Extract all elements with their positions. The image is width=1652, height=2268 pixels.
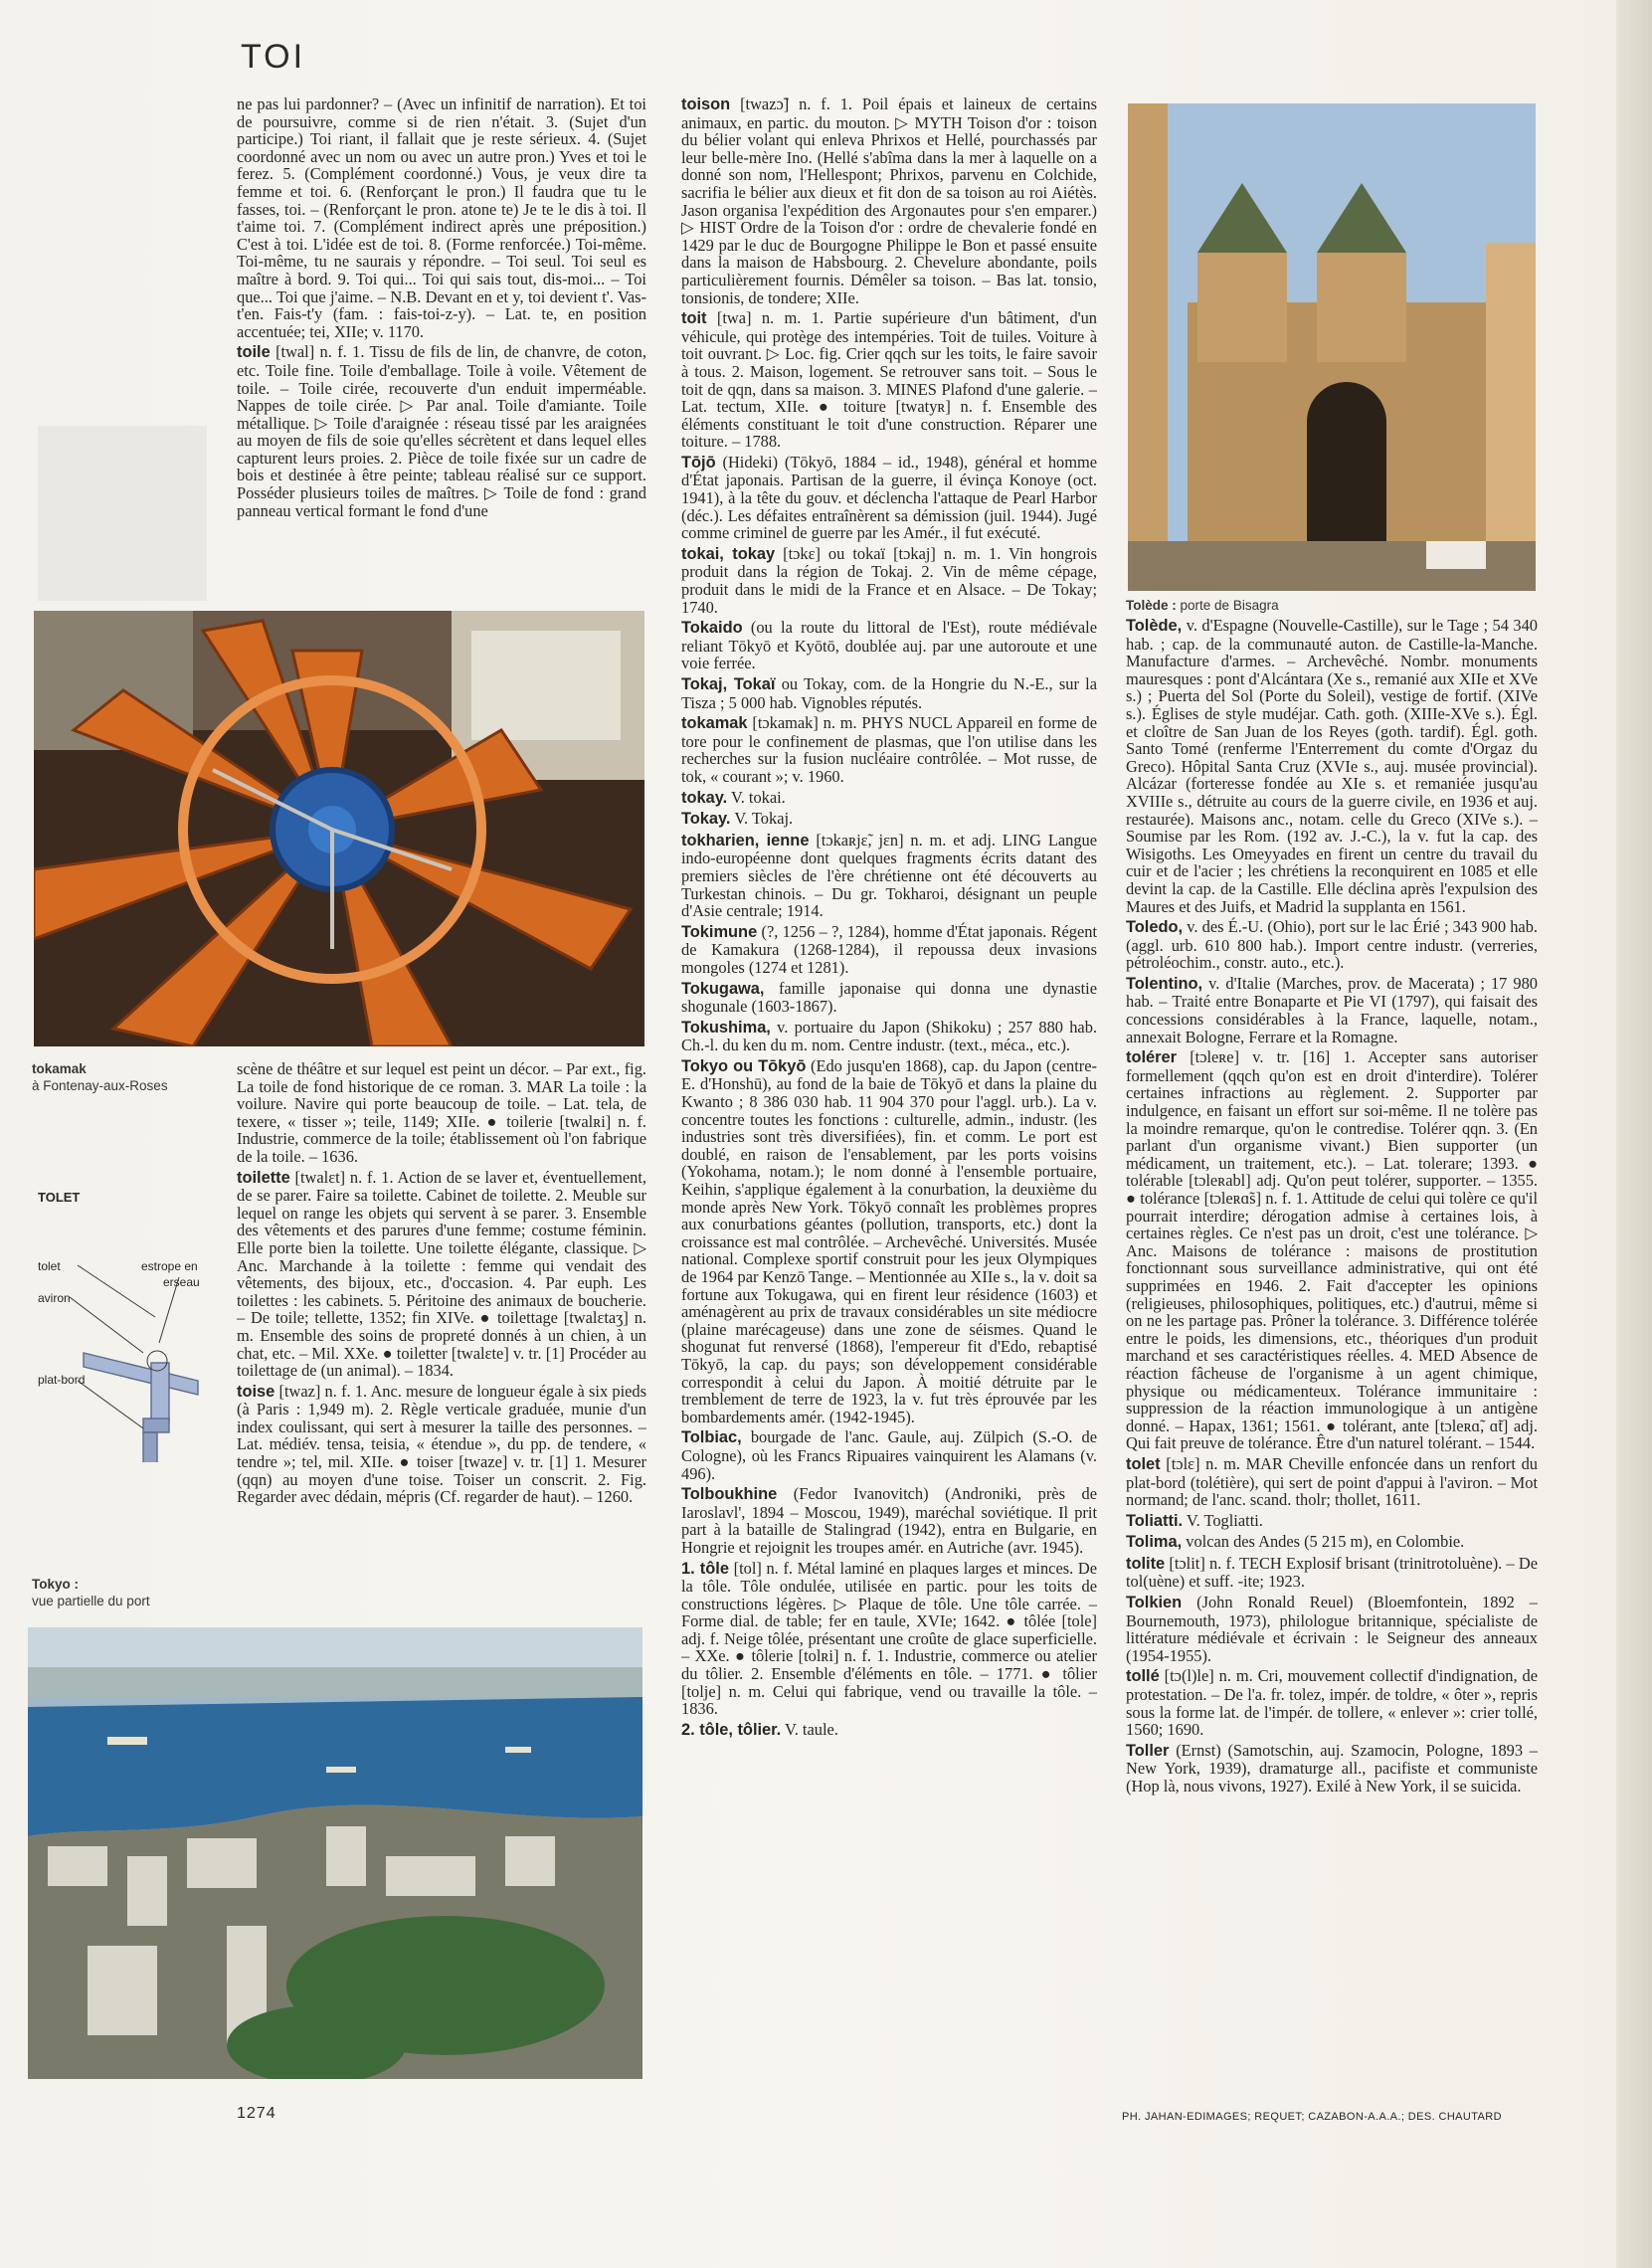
entry-headword: tokai, tokay bbox=[681, 544, 776, 563]
dictionary-entry bbox=[681, 832, 1097, 920]
entry-text: [tɔkɛ] ou tokaï [tɔkaj] n. m. 1. Vin hongrois produit dans la région de Tokaj. 2. Vin de même cépage, produit dans le midi de la France et en Alsace. – De Tokay; 1740. bbox=[681, 543, 1097, 617]
entry-text: [tɔleʀe] v. tr. [16] 1. Accepter sans autoriser formellement (qqch qu'on est en droit d'interdire). Tolérer certaines infractions au règlement. 2. Supporter par indulgence, en faisant un effort sur soi-même. Il ne tolère pas la moindre remarque, qu'on le contredise. Tolérer qqn. 3. (En parlant d'un organisme vivant.) Bien supporter (un médicament, un traitement, etc.). – Lat. tolerare; 1393. ● tolérable [tɔleʀabl] adj. Qu'on peut tolérer, supporter. – 1355. ● tolérance [tɔleʀɑ̃s] n. f. 1. Attitude de celui qui tolère ce qu'il pourrait interdire; dérogation admise à certaines lois, à certaines règles. Ce n'est pas un droit, c'est une tolérance. ▷ Anc. Maisons de tolérance : maisons de prostitution fonctionnant sous surveillance administrative, qui ont été supprimées en 1946. 2. Fait d'accepter les opinions (religieuses, philosophiques, politiques, etc.) d'autrui, même si on ne les partage pas. Prôner la tolérance. 3. Différence tolérée entre le poids, les dimensions, etc., théoriques d'un produit marchand et ses caractéristiques réelles. 4. MED Absence de réaction fâcheuse de l'organisme à un agent chimique, physique ou médicamenteux. Tolérance immunitaire : suppression de la réaction immunologique à un antigène donné. – Hapax, 1361; 1561. ● tolérant, ante [tɔleʀɑ̃, ɑ̃t] adj. Qui fait preuve de tolérance. Être d'un naturel tolérant. – 1544. bbox=[1126, 1047, 1538, 1453]
entry-headword: toison bbox=[681, 95, 731, 113]
dictionary-entry bbox=[1126, 1742, 1538, 1796]
entry-text: [twal] n. f. 1. Tissu de fils de lin, de chanvre, de coton, etc. Toile fine. Toile d'emballage. Toile à voile. Vêtement de toile. – Toile cirée, recouverte d'un enduit imperméable. Nappes de toile cirée. ▷ Par anal. Toile d'amiante. Toile métallique. ▷ Toile d'araignée : réseau tissé par les araignées au moyen de fils de soie qu'elles sécrètent et dans lequel elles capturent leurs proies. 2. Pièce de toile fixée sur un cadre de bois et destinée à être peinte; tableau réalisé sur ce support. Posséder plusieurs toiles de maîtres. ▷ Toile de fond : grand panneau vertical formant le fond d'une bbox=[237, 342, 646, 520]
label-erseau: erseau bbox=[163, 1275, 200, 1289]
entry-headword: Tolède, bbox=[1126, 617, 1183, 635]
toledo-caption-sub: porte de Bisagra bbox=[1180, 598, 1279, 613]
dictionary-entry bbox=[1126, 1667, 1538, 1738]
dictionary-entry bbox=[1126, 1533, 1538, 1552]
entry-text: volcan des Andes (5 215 m), en Colombie. bbox=[1186, 1532, 1465, 1552]
column-2 bbox=[681, 95, 1097, 2087]
tokamak-caption-sub: à Fontenay-aux-Roses bbox=[32, 1078, 168, 1093]
entry-text: v. portuaire du Japon (Shikoku) ; 257 880 hab. Ch.-l. du ken du m. nom. Centre industr. (text., méca., etc.). bbox=[681, 1017, 1097, 1055]
entry-text: scène de théâtre et sur lequel est peint un décor. – Par ext., fig. La toile de fond historique de ce roman. 3. MAR La toile : la voilure. Navire qui porte beaucoup de toile. – Lat. tela, de texere, « tisser »; teile, 1149; XIIe. ● toilerie [twalʀi] n. f. Industrie, commerce de la toile; établissement où l'on fabrique de la toile. – 1636. bbox=[237, 1060, 646, 1166]
dictionary-entry bbox=[237, 1383, 646, 1506]
label-tolet: tolet bbox=[38, 1259, 61, 1273]
entry-headword: Tolbiac, bbox=[681, 1428, 742, 1447]
entry-headword: tokay. bbox=[681, 788, 728, 807]
photo-credits: PH. JAHAN-EDIMAGES; REQUET; CAZABON-A.A.A.; DES. CHAUTARD bbox=[1122, 2111, 1502, 2123]
entry-headword: toise bbox=[237, 1382, 275, 1401]
entry-headword: Toliatti. bbox=[1126, 1511, 1184, 1530]
dictionary-entry bbox=[681, 1485, 1097, 1556]
running-head: TOI bbox=[241, 38, 306, 76]
entry-headword: tolite bbox=[1126, 1554, 1166, 1573]
entry-text: (John Ronald Reuel) (Bloemfontein, 1892 – Bournemouth, 1973), philologue britannique, spécialiste de littérature médiévale et écrivain : le Seigneur des anneaux (1954-1955). bbox=[1126, 1593, 1538, 1665]
tokyo-caption-title: Tokyo : bbox=[32, 1577, 79, 1592]
entry-text: v. d'Italie (Marches, prov. de Macerata) ; 17 980 hab. – Traité entre Bonaparte et Pie VI (1797), qui faisait des concessions considérables à la France, laquelle, notam., annexait Bologne, Ferrare et la Romagne. bbox=[1126, 973, 1538, 1046]
tokamak-illustration bbox=[34, 611, 644, 1046]
dictionary-entry bbox=[681, 675, 1097, 711]
dictionary-entry bbox=[681, 1721, 1097, 1740]
toledo-caption-title: Tolède : bbox=[1126, 598, 1177, 613]
dictionary-entry bbox=[681, 810, 1097, 829]
entry-text: bourgade de l'anc. Gaule, auj. Zülpich (S.-O. de Cologne), où les Francs Ripuaires vainquirent les Alamans (v. 496). bbox=[681, 1427, 1097, 1483]
dictionary-entry bbox=[681, 95, 1097, 306]
entry-headword: toilette bbox=[237, 1168, 290, 1187]
entry-text: [tɔkamak] n. m. PHYS NUCL Appareil en forme de tore pour le confinement de plasmas, que l'on utilise dans les recherches sur la fusion nucléaire contrôlée. – Mot russe, de tok, « courant »; v. 1960. bbox=[681, 713, 1097, 786]
entry-text: (ou la route du littoral de l'Est), route médiévale reliant Tōkyō et Kyōtō, doublée auj. par une autoroute et une voie ferrée. bbox=[681, 618, 1097, 673]
dictionary-entry bbox=[681, 1428, 1097, 1482]
entry-headword: Tōjō bbox=[681, 453, 716, 472]
tokyo-caption-sub: vue partielle du port bbox=[32, 1594, 150, 1608]
entry-headword: Tokyo ou Tōkyō bbox=[681, 1056, 807, 1075]
entry-text: [twazɔ̃] n. f. 1. Poil épais et laineux de certains animaux, en partic. du mouton. ▷ MYTH Toison d'or : toison du bélier volant qui enleva Phrixos et Hellé, pourchassés par leur belle-mère Ino. (Hellé s'abîma dans la mer à laquelle on a donné son nom, l'Hellespont; Phrixos, parvenu en Colchide, sacrifia le bélier aux dieux et fit don de sa toison au roi Aiétès. Jason organisa l'expédition des Argonautes pour s'en emparer.) ▷ HIST Ordre de la Toison d'or : ordre de chevalerie fondé en 1429 par le duc de Bourgogne Philippe le Bon et passé ensuite dans la maison de Habsbourg. 2. Chevelure abondante, poils particulièrement fournis. Démêler sa toison. – Bas lat. tonsio, tonsionis, de tondere; XIIe. bbox=[681, 95, 1097, 307]
entry-text: [tɔlɛ] n. m. MAR Cheville enfoncée dans un renfort du plat-bord (tolétière), qui sert de point d'appui à l'aviron. – Mot normand; de l'anc. scand. tholr; thollet, 1611. bbox=[1126, 1453, 1538, 1510]
page-number: 1274 bbox=[237, 2105, 276, 2122]
entry-headword: Tokaido bbox=[681, 619, 743, 638]
tokamak-caption-title: tokamak bbox=[32, 1061, 87, 1076]
entry-headword: 1. tôle bbox=[681, 1559, 729, 1578]
dictionary-entry bbox=[1126, 1555, 1538, 1591]
entry-text: V. taule. bbox=[785, 1719, 838, 1739]
faded-background-area bbox=[38, 426, 207, 601]
entry-headword: toit bbox=[681, 309, 707, 328]
entry-text: famille japonaise qui donna une dynastie shogunale (1603-1867). bbox=[681, 978, 1097, 1017]
entry-text: ou Tokay, com. de la Hongrie du N.-E., sur la Tisza ; 5 000 hab. Vignobles réputés. bbox=[681, 674, 1097, 712]
tokyo-caption bbox=[32, 1576, 150, 1609]
entry-text: [twaz] n. f. 1. Anc. mesure de longueur égale à six pieds (à Paris : 1,949 m). 2. Règle verticale graduée, munie d'un index coulissant, qui sert à mesurer la taille des personnes. – Lat. médiév. tensa, teisia, « étendue », du pp. de tendere, « tendre »; tel, mil. XIIe. ● toiser [twaze] v. tr. [1] 1. Mesurer (qqn) au moyen d'une toise. Toiser un conscrit. 2. Fig. Regarder avec dédain, mépris (Cf. regarder de haut). – 1260. bbox=[237, 1381, 646, 1507]
dictionary-entry bbox=[237, 1060, 646, 1166]
entry-headword: Tokaj, Tokaï bbox=[681, 675, 776, 693]
entry-text: [tɔ(l)le] n. m. Cri, mouvement collectif d'indignation, de protestation. – De l'a. fr. tolez, impér. de toldre, « ôter », repris sous la forme lat. de l'impér. de tollere, « enlever »: crier tollé, 1560; 1690. bbox=[1126, 1666, 1538, 1740]
dictionary-entry bbox=[1126, 975, 1538, 1045]
entry-headword: Toledo, bbox=[1126, 918, 1184, 937]
entry-text: (Edo jusqu'en 1868), cap. du Japon (centre-E. d'Honshū), au fond de la baie de Tōkyō et dans la plaine du Kwanto ; 8 386 030 hab. 11 904 370 pour l'aggl. urb.). La v. concentre toutes les fonctions : culturelle, admin., industr. (les industries sont très diversifiées), fin. et comm. Le port est doublé, en raison de l'ensablement, par les ports voisins (Yokohama, notam.); le nom donné à l'ensemble portuaire, Keihin, s'applique également à la conurbation, la deuxième du monde après New York. Tōkyō connaît les problèmes propres aux conurbations géantes (pollution, transports, etc.) dont la croissance est mal contrôlée. – Archevêché. Universités. Musée national. Complexe sportif construit pour les jeux Olympiques de 1964 par Kenzō Tange. – Mentionnée au XIIe s., la v. doit sa fortune aux Tokugawa, qui en firent leur résidence (1603) et aménagèrent au prix de travaux considérables un site médiocre (plaine marécageuse) dans une zone de séismes. Quand le shogunat fut renversé (1868), l'empereur fit d'Edo, rebaptisé Tōkyō, la cap. du pays; son développement considérable correspondit à celui du Japon. À moitié détruite par le tremblement de terre de 1923, la v. fut très éprouvée par les bombardements amér. (1942-1945). bbox=[681, 1055, 1097, 1426]
entry-headword: tolet bbox=[1126, 1454, 1161, 1473]
entry-headword: Tokimune bbox=[681, 922, 758, 941]
entry-text: (Hideki) (Tōkyō, 1884 – id., 1948), général et homme d'État japonais. Partisan de la guerre, il évinça Konoye (oct. 1941), à la tête du gouv. et déclencha l'attaque de Pearl Harbor (déc.). Les défaites entraînèrent sa démission (juil. 1944). Jugé comme criminel de guerre par les Amér., il fut exécuté. bbox=[681, 452, 1097, 543]
dictionary-entry bbox=[1126, 1048, 1538, 1452]
tokyo-port-illustration bbox=[28, 1627, 642, 2079]
dictionary-entry bbox=[681, 309, 1097, 451]
column-1-top bbox=[237, 95, 646, 601]
entry-headword: Tokugawa, bbox=[681, 979, 765, 998]
entry-text: (Ernst) (Samotschin, auj. Szamocin, Pologne, 1893 – New York, 1939), dramaturge all., pacifiste et communiste (Hop là, nous vivons, 1927). Exilé à New York, il se suicida. bbox=[1126, 1740, 1538, 1796]
dictionary-entry bbox=[681, 789, 1097, 808]
column-3 bbox=[1126, 617, 1538, 2089]
dictionary-entry bbox=[1126, 617, 1538, 915]
entry-headword: Tolkien bbox=[1126, 1594, 1183, 1612]
entry-text: [tol] n. f. Métal laminé en plaques larges et minces. De la tôle. Tôle ondulée, utilisée en partic. pour les toits de constructions légères. ▷ Plaque de tôle. Une tôle carrée. – Forme dial. de table; fer en taule, XVIe; 1642. ● tôlée [tole] adj. f. Neige tôlée, présentant une croûte de glace superficielle. – XXe. ● tôlerie [tolʀi] n. f. 1. Industrie, commerce ou atelier du tôlier. 2. Ensemble d'éléments en tôle. – 1771. ● tôlier [tolje] n. m. Celui qui fabrique, vend ou travaille la tôle. – 1836. bbox=[681, 1558, 1097, 1719]
entry-text: [tɔkaʀjɛ̃, jɛn] n. m. et adj. LING Langue indo-européenne dont quelques fragments écrits datant des premiers siècles de l'ère chrétienne ont été découverts au Turkestan chinois. – Du gr. Tokharoi, désignant un peuple d'Asie centrale; 1914. bbox=[681, 830, 1097, 921]
label-estrope: estrope en bbox=[141, 1259, 198, 1273]
dictionary-entry bbox=[237, 343, 646, 519]
entry-headword: Tolima, bbox=[1126, 1533, 1183, 1552]
page-edge bbox=[1616, 0, 1652, 2268]
toledo-caption bbox=[1126, 597, 1279, 614]
dictionary-entry bbox=[681, 1057, 1097, 1425]
entry-headword: tokharien, ienne bbox=[681, 831, 810, 850]
tokamak-caption bbox=[32, 1060, 168, 1094]
entry-headword: Tolentino, bbox=[1126, 974, 1203, 993]
entry-text: [tɔlit] n. f. TECH Explosif brisant (trinitrotoluène). – De tol(uène) et suff. -ite; 1923. bbox=[1126, 1553, 1538, 1592]
toledo-gate-illustration bbox=[1128, 103, 1536, 591]
entry-text: V. Togliatti. bbox=[1186, 1510, 1263, 1530]
tokyo-photo bbox=[28, 1627, 642, 2079]
dictionary-entry bbox=[237, 1169, 646, 1380]
entry-text: V. tokai. bbox=[730, 787, 786, 807]
entry-headword: toile bbox=[237, 343, 271, 362]
dictionary-entry bbox=[1126, 918, 1538, 972]
entry-headword: Toller bbox=[1126, 1741, 1170, 1760]
entry-headword: tokamak bbox=[681, 714, 748, 733]
tolet-diagram-title: TOLET bbox=[38, 1190, 81, 1205]
entry-text: v. des É.-U. (Ohio), port sur le lac Érié ; 343 900 hab. (aggl. urb. 610 800 hab.). Import centre industr. (verreries, pétroléochim., constr. auto., etc.). bbox=[1126, 917, 1538, 973]
toledo-photo bbox=[1128, 103, 1536, 591]
dictionary-entry bbox=[681, 454, 1097, 542]
dictionary-entry bbox=[681, 1560, 1097, 1718]
entry-text: (?, 1256 – ?, 1284), homme d'État japonais. Régent de Kamakura (1268-1284), il repoussa deux invasions mongoles (1274 et 1281). bbox=[681, 921, 1097, 977]
entry-headword: Tokushima, bbox=[681, 1018, 771, 1037]
dictionary-entry bbox=[681, 714, 1097, 785]
dictionary-entry bbox=[681, 545, 1097, 616]
dictionary-entry bbox=[681, 1019, 1097, 1054]
dictionary-entry bbox=[237, 95, 646, 340]
entry-headword: tollé bbox=[1126, 1667, 1160, 1686]
entry-text: v. d'Espagne (Nouvelle-Castille), sur le Tage ; 54 340 hab. ; cap. de la communauté auton. de Castille-la-Manche. Manufacture d'armes. – Archevêché. Nombr. monuments mauresques : pont d'Alcántara (Xe s., remanié aux XIIe et XVe s.) ; Puerta del Sol (Porte du Soleil), vestige de fortif. (XIVe s.). Églises de style mudéjar. Cath. goth. (XIIIe-XVe s.). Égl. et cloître de San Juan de los Reyes (goth. tardif). Égl. goth. Santo Tomé (renferme l'Enterrement du comte d'Orgaz du Greco). Hôpital Santa Cruz (XVIe s., auj. musée provincial). Alcázar (forteresse fondée au XIe s. et remaniée jusqu'au XVIIIe s., détruite au cours de la guerre civile, en 1936 et auj. restaurée). Maisons anc., notam. celle du Greco (XIVe s.). – Soumise par les Rom. (192 av. J.-C.), la v. fut la cap. des Wisigoths. Les Omeyyades en firent un centre du travail du cuir et de l'acier ; les chrétiens la reconquirent en 1085 et elle devint la cap. de la Castille. Elle déclina après l'expulsion des Maures et des Juifs, et Madrid la supplanta en 1561. bbox=[1126, 617, 1538, 916]
entry-text: [twalɛt] n. f. 1. Action de se laver et, éventuellement, de se parer. Faire sa toilette. Cabinet de toilette. 2. Meuble sur lequel on range les objets qui servent à se parer. 3. Ensemble des vêtements et des parures d'une femme; costume féminin. Elle porte bien la toilette. Une toilette élégante, classique. ▷ Anc. Marchande à la toilette : femme qui vendait des vêtements, des bijoux, etc., d'occasion. 4. Par euph. Les toilettes : les cabinets. 5. Péritoine des animaux de boucherie. – De toile; tellette, 1352; fin XIVe. ● toilettage [twalɛtaʒ] n. m. Ensemble des soins de propreté donnés à un chien, à un chat, etc. – Mil. XXe. ● toiletter [twalɛte] v. tr. [1] Procéder au toilettage de (un animal). – 1834. bbox=[237, 1167, 646, 1381]
entry-text: ne pas lui pardonner? – (Avec un infinitif de narration). Et toi de poursuivre, comme si de rien n'était. 3. (Sujet d'un participe.) Toi riant, il fallait que je reste sérieux. 4. (Sujet coordonné avec un nom ou avec un autre pron.) Yves et toi le ferez. 5. (Complément coordonné.) Vous, je veux dire ta femme et toi. 6. (Renforçant le pron.) Il faudra que tu le fasses, toi. – (Renforçant le pron. atone te) Je te le dis à toi. Il t'aime toi. 7. (Complément indirect après une préposition.) C'est à toi. L'idée est de toi. 8. (Forme renforcée.) Toi-même. Toi-même, tu ne saurais y répondre. – Toi seul. Toi seul es maître à bord. 9. Toi qui... Toi qui sais tout, dis-moi... – Toi que... Toi que j'aime. – N.B. Devant en et y, toi devient t'. Vas-t'en. Fais-t'y (fam. : fais-toi-z-y). – Lat. te, en position accentuée; tei, XIIe; v. 1170. bbox=[237, 95, 646, 341]
tokamak-photo bbox=[34, 611, 644, 1046]
entry-headword: tolérer bbox=[1126, 1048, 1178, 1067]
entry-headword: Tokay. bbox=[681, 810, 731, 829]
column-1-bottom bbox=[237, 1060, 646, 1631]
entry-headword: 2. tôle, tôlier. bbox=[681, 1720, 782, 1739]
dictionary-entry bbox=[1126, 1512, 1538, 1531]
entry-text: [twa] n. m. 1. Partie supérieure d'un bâtiment, d'un véhicule, qui protège des intempéries. Toit de tuiles. Voiture à toit ouvrant. ▷ Loc. fig. Crier qqch sur les toits, le faire savoir à tous. 2. Maison, logement. Se retrouver sans toit. – Sous le toit de qqn, dans sa maison. 3. MINES Plafond d'une galerie. – Lat. tectum, XIIe. ● toiture [twatyʀ] n. f. Ensemble des éléments constituant le toit d'une construction. Réparer une toiture. – 1788. bbox=[681, 308, 1097, 452]
label-plat-bord: plat-bord bbox=[38, 1373, 86, 1387]
dictionary-entry bbox=[681, 980, 1097, 1016]
entry-text: V. Tokaj. bbox=[734, 809, 794, 829]
dictionary-entry bbox=[1126, 1594, 1538, 1664]
entry-text: (Fedor Ivanovitch) (Androniki, près de Iaroslavl', 1894 – Moscou, 1949), maréchal soviétique. Il prit part à la bataille de Stalingrad (1942), entra en Bulgarie, en Hongrie et rejoignit les troupes amér. en Autriche (avr. 1945). bbox=[681, 1484, 1097, 1557]
dictionary-entry bbox=[681, 619, 1097, 672]
entry-headword: Tolboukhine bbox=[681, 1485, 778, 1504]
dictionary-entry bbox=[1126, 1455, 1538, 1509]
dictionary-entry bbox=[681, 923, 1097, 977]
label-aviron: aviron bbox=[38, 1291, 71, 1305]
